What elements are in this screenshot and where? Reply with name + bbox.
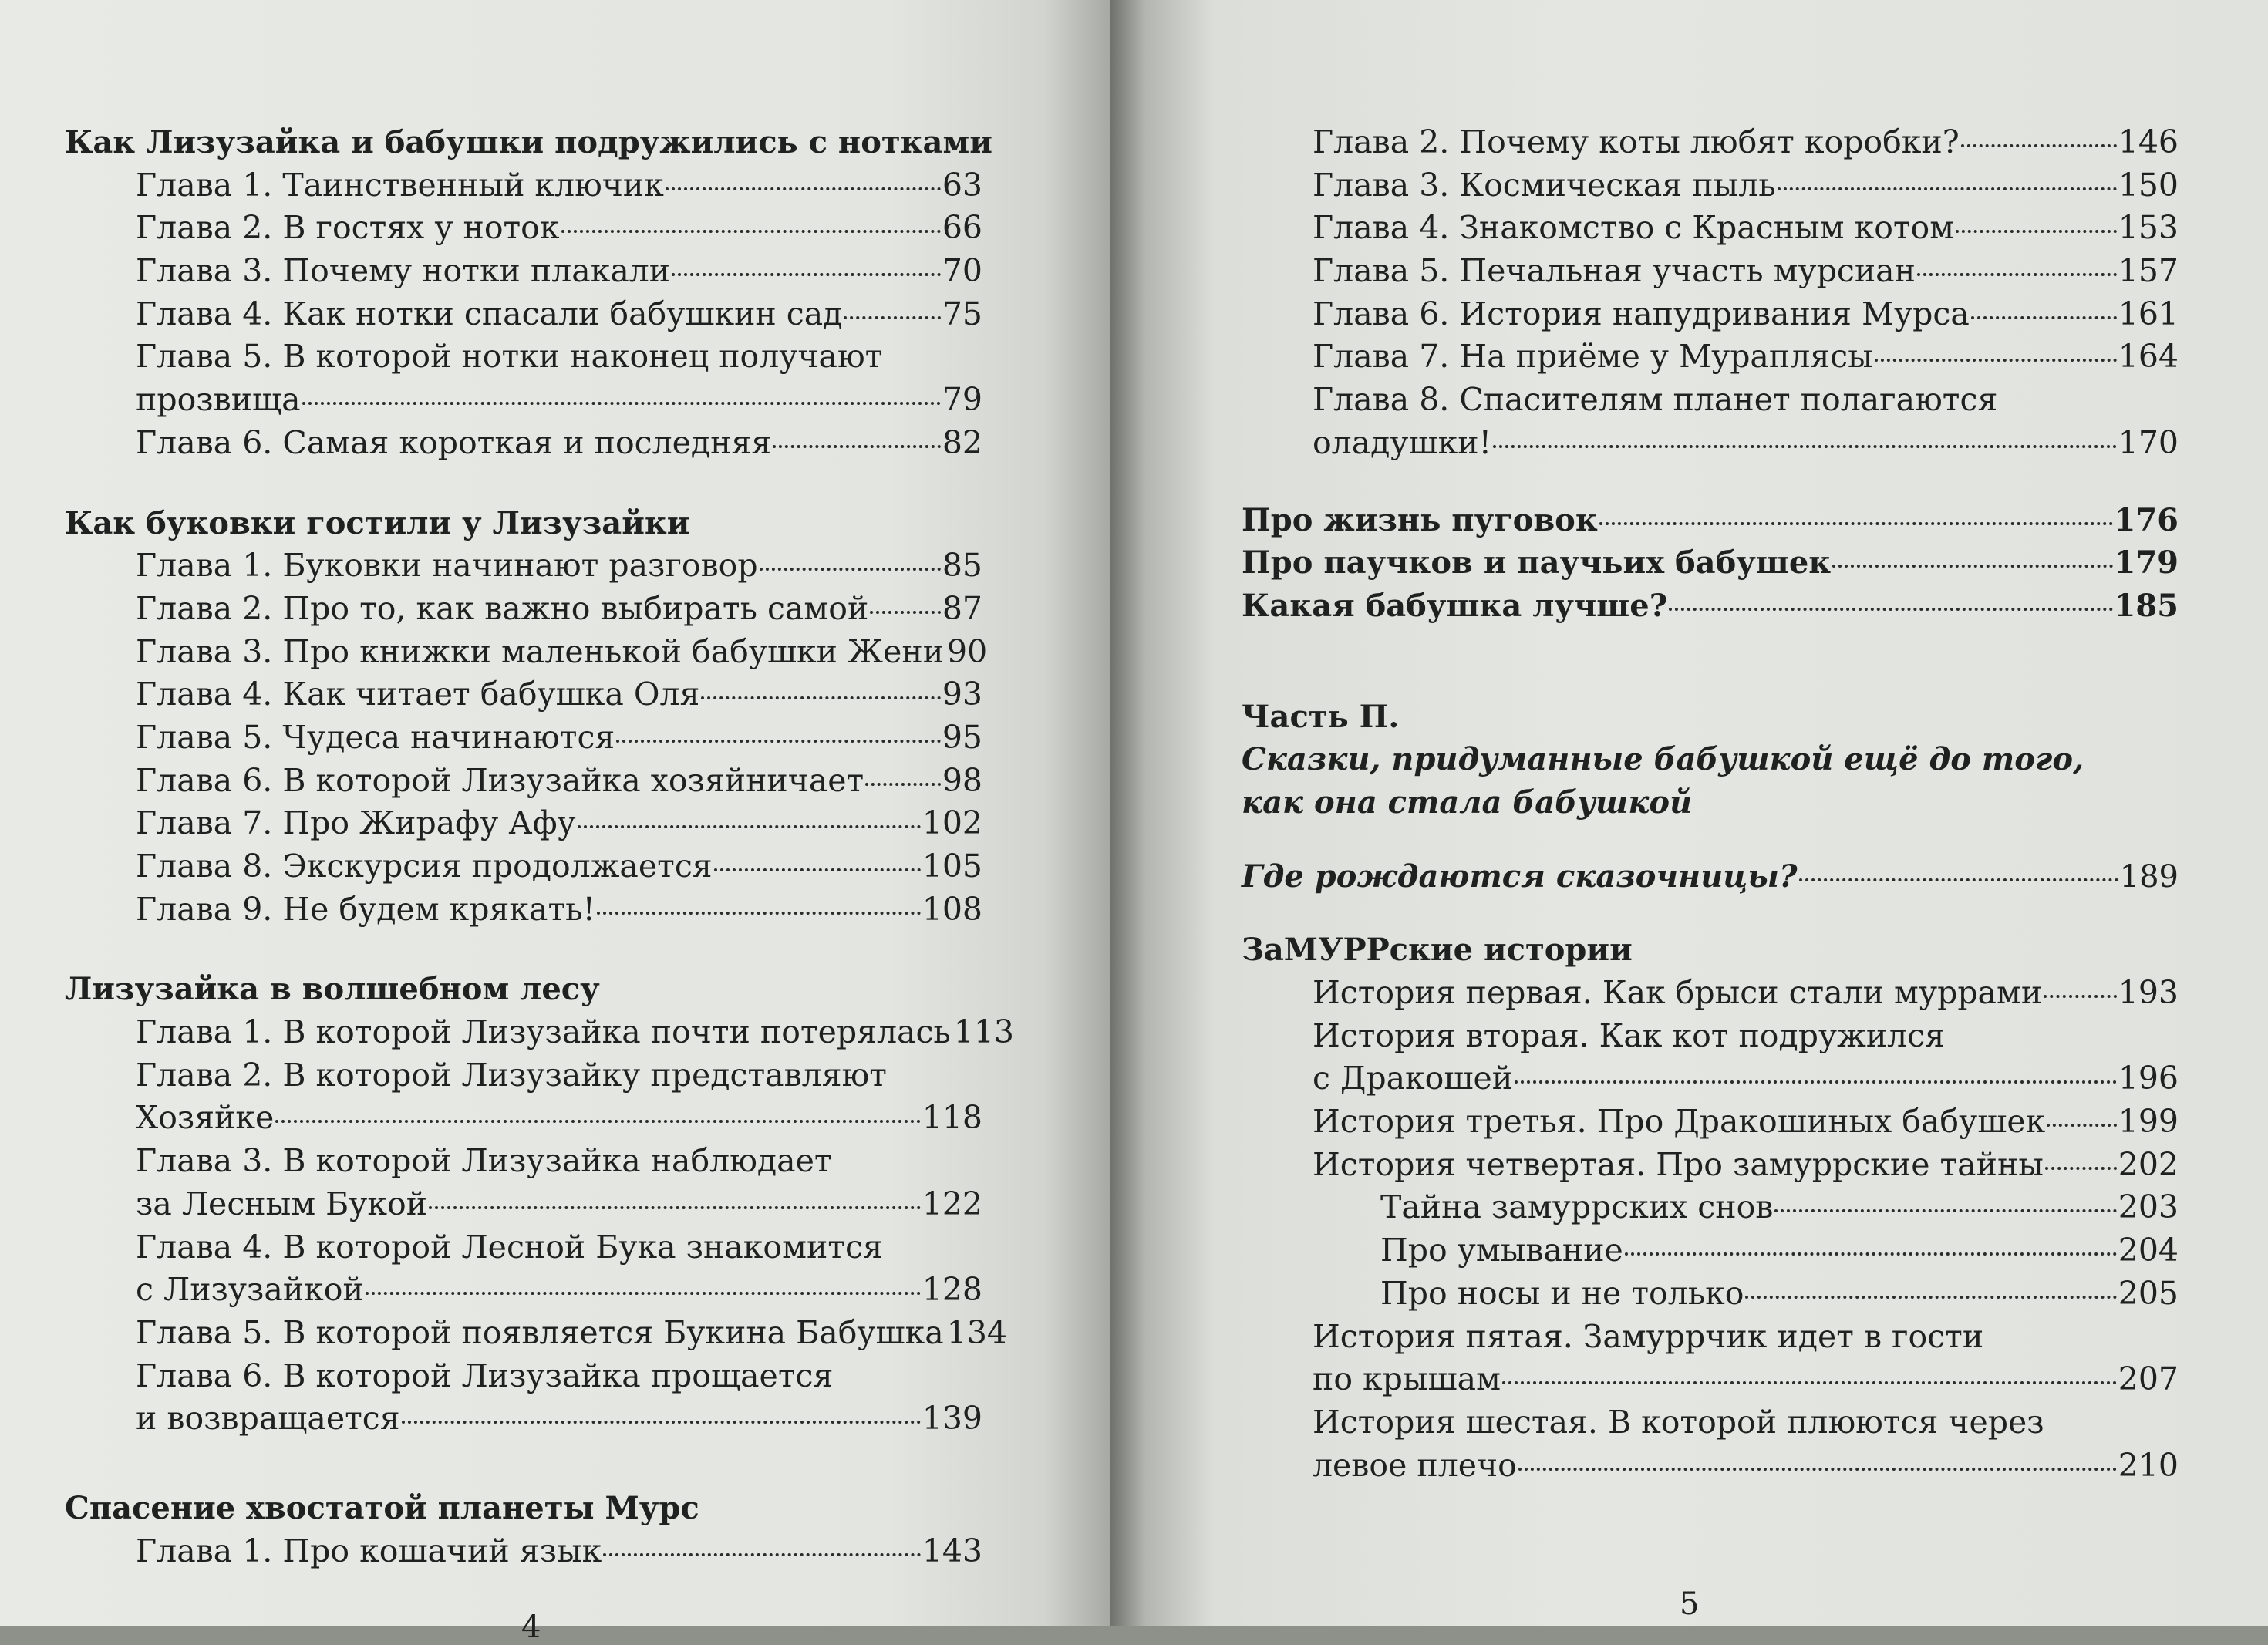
dot-leader — [1956, 230, 2117, 233]
dot-leader — [2045, 1167, 2117, 1170]
toc-entry: История первая. Как брыси стали муррами 193 — [1313, 974, 2179, 1011]
dot-leader — [1515, 1080, 2117, 1084]
toc-entry: Глава 7. На приёме у Мураплясы 164 — [1313, 338, 2179, 376]
toc-entry: История четвертая. Про замуррские тайны 202 — [1313, 1145, 2179, 1183]
toc-entry: Глава 4. Как читает бабушка Оля 93 — [136, 676, 982, 713]
toc-entry: Глава 2. В гостях у ноток 66 — [136, 209, 982, 247]
toc-entry: Глава 1. Буковки начинают разговор 85 — [136, 547, 982, 585]
dot-leader — [1961, 144, 2117, 147]
toc-story-entry: Какая бабушка лучше? 185 — [1242, 587, 2179, 624]
dot-leader — [578, 825, 921, 828]
toc-entry-line2: с Лизузайкой 128 — [136, 1271, 982, 1309]
part-subtitle-line2: как она стала бабушкой — [1242, 784, 1693, 821]
section-title: Как буковки гостили у Лизузайки — [65, 504, 690, 541]
dot-leader — [1518, 1468, 2117, 1471]
left-page — [0, 0, 1110, 1645]
toc-entry: Глава 3. Про книжки маленькой бабушки Жени 90 — [136, 632, 988, 670]
toc-entry: Глава 3. Почему нотки плакали 70 — [136, 252, 982, 290]
part-title: Часть П. — [1242, 698, 1400, 735]
toc-entry-line2: оладушки! 170 — [1313, 423, 2179, 461]
right-toc — [1242, 121, 2179, 1487]
toc-entry-line1: История шестая. В которой плюются через — [1313, 1403, 2044, 1441]
toc-entry-line1: Глава 5. В которой нотки наконец получают — [136, 338, 883, 376]
toc-subentry: Про носы и не только 205 — [1380, 1274, 2179, 1312]
dot-leader — [1875, 359, 2117, 362]
toc-entry-line1: История пятая. Замуррчик идет в гости — [1313, 1317, 1984, 1355]
toc-entry: Глава 5. Чудеса начинаются 95 — [136, 718, 982, 756]
right-page — [1110, 0, 2268, 1626]
dot-leader — [865, 783, 941, 786]
toc-entry: Глава 1. Таинственный ключик 63 — [136, 166, 982, 204]
dot-leader — [760, 568, 941, 571]
dot-leader — [870, 611, 941, 614]
dot-leader — [1745, 1296, 2116, 1299]
dot-leader — [1774, 1209, 2116, 1212]
section-title: ЗаМУРРские истории — [1242, 932, 1633, 969]
toc-entry: Глава 6. Самая короткая и последняя 82 — [136, 423, 982, 461]
toc-entry: Глава 1. В которой Лизузайка почти потерялась 113 — [136, 1013, 1014, 1051]
dot-leader — [1778, 187, 2117, 190]
dot-leader — [2044, 995, 2117, 998]
toc-entry: Глава 1. Про кошачий язык 143 — [136, 1532, 982, 1569]
section-title: Как Лизузайка и бабушки подружились с нотками — [65, 124, 992, 160]
dot-leader — [1599, 522, 2113, 525]
toc-entry: Глава 6. История напудривания Мурса 161 — [1313, 295, 2179, 332]
toc-entry-line1: Глава 6. В которой Лизузайка прощается — [136, 1357, 834, 1394]
toc-subentry: Тайна замуррских снов 203 — [1380, 1188, 2179, 1226]
dot-leader — [366, 1292, 921, 1295]
dot-leader — [1917, 273, 2117, 276]
dot-leader — [666, 187, 941, 190]
section-title: Спасение хвостатой планеты Мурс — [65, 1489, 699, 1526]
dot-leader — [1502, 1381, 2117, 1384]
toc-entry: Глава 5. Печальная участь мурсиан 157 — [1313, 252, 2179, 290]
toc-entry: История третья. Про Дракошиных бабушек 199 — [1313, 1103, 2179, 1141]
toc-entry: Глава 5. В которой появляется Букина Бабушка 134 — [136, 1313, 1007, 1351]
toc-entry: Глава 4. Знакомство с Красным котом 153 — [1313, 209, 2179, 247]
left-toc — [65, 121, 1014, 1573]
toc-story-entry: Где рождаются сказочницы? 189 — [1242, 858, 2179, 895]
toc-entry-line1: История вторая. Как кот подружился — [1313, 1016, 1946, 1054]
toc-entry-line2: прозвища 79 — [136, 381, 982, 419]
dot-leader — [1669, 608, 2112, 611]
dot-leader — [672, 273, 941, 276]
toc-entry-line2: с Дракошей 196 — [1313, 1060, 2179, 1097]
toc-entry-line1: Глава 2. В которой Лизузайку представляют — [136, 1056, 887, 1094]
toc-entry-line1: Глава 4. В которой Лесной Бука знакомится — [136, 1228, 883, 1266]
toc-story-entry: Про жизнь пуговок 176 — [1242, 501, 2179, 538]
dot-leader — [1832, 565, 2112, 568]
dot-leader — [1971, 316, 2117, 319]
toc-entry: Глава 6. В которой Лизузайка хозяйничает 98 — [136, 761, 982, 799]
dot-leader — [844, 316, 940, 319]
dot-leader — [429, 1206, 921, 1209]
toc-entry: Глава 9. Не будем крякать! 108 — [136, 890, 982, 928]
toc-entry-line2: по крышам 207 — [1313, 1360, 2179, 1398]
dot-leader — [1625, 1252, 2117, 1256]
dot-leader — [701, 696, 940, 699]
dot-leader — [773, 445, 941, 448]
toc-entry-line2: за Лесным Букой 122 — [136, 1185, 982, 1222]
toc-entry-line2: Хозяйке 118 — [136, 1099, 982, 1137]
toc-entry: Глава 3. Космическая пыль 150 — [1313, 166, 2179, 204]
page-number: 5 — [1680, 1586, 1700, 1622]
toc-entry: Глава 2. Почему коты любят коробки? 146 — [1313, 123, 2179, 160]
toc-entry: Глава 2. Про то, как важно выбирать самой 87 — [136, 589, 982, 627]
toc-entry: Глава 7. Про Жирафу Афу 102 — [136, 804, 982, 842]
dot-leader — [2047, 1124, 2117, 1127]
toc-entry: Глава 8. Экскурсия продолжается 105 — [136, 848, 982, 885]
section-title: Лизузайка в волшебном лесу — [65, 971, 600, 1008]
dot-leader — [275, 1120, 920, 1123]
toc-entry-line1: Глава 8. Спасителям планет полагаются — [1313, 381, 1998, 419]
dot-leader — [597, 912, 921, 915]
dot-leader — [1493, 445, 2117, 448]
toc-entry: Глава 4. Как нотки спасали бабушкин сад 75 — [136, 295, 982, 332]
dot-leader — [714, 868, 921, 871]
dot-leader — [561, 230, 941, 233]
toc-subentry: Про умывание 204 — [1380, 1232, 2179, 1269]
dot-leader — [402, 1421, 921, 1424]
toc-entry-line2: левое плечо 210 — [1313, 1446, 2179, 1484]
dot-leader — [302, 402, 941, 405]
part-subtitle-line1: Сказки, придуманные бабушкой ещё до того, — [1242, 741, 2084, 778]
dot-leader — [603, 1553, 921, 1556]
dot-leader — [616, 740, 941, 743]
toc-entry-line2: и возвращается 139 — [136, 1400, 982, 1438]
toc-story-entry: Про паучков и паучьих бабушек 179 — [1242, 544, 2179, 581]
dot-leader — [1799, 878, 2118, 881]
toc-entry-line1: Глава 3. В которой Лизузайка наблюдает — [136, 1142, 832, 1180]
page-number: 4 — [521, 1610, 541, 1645]
